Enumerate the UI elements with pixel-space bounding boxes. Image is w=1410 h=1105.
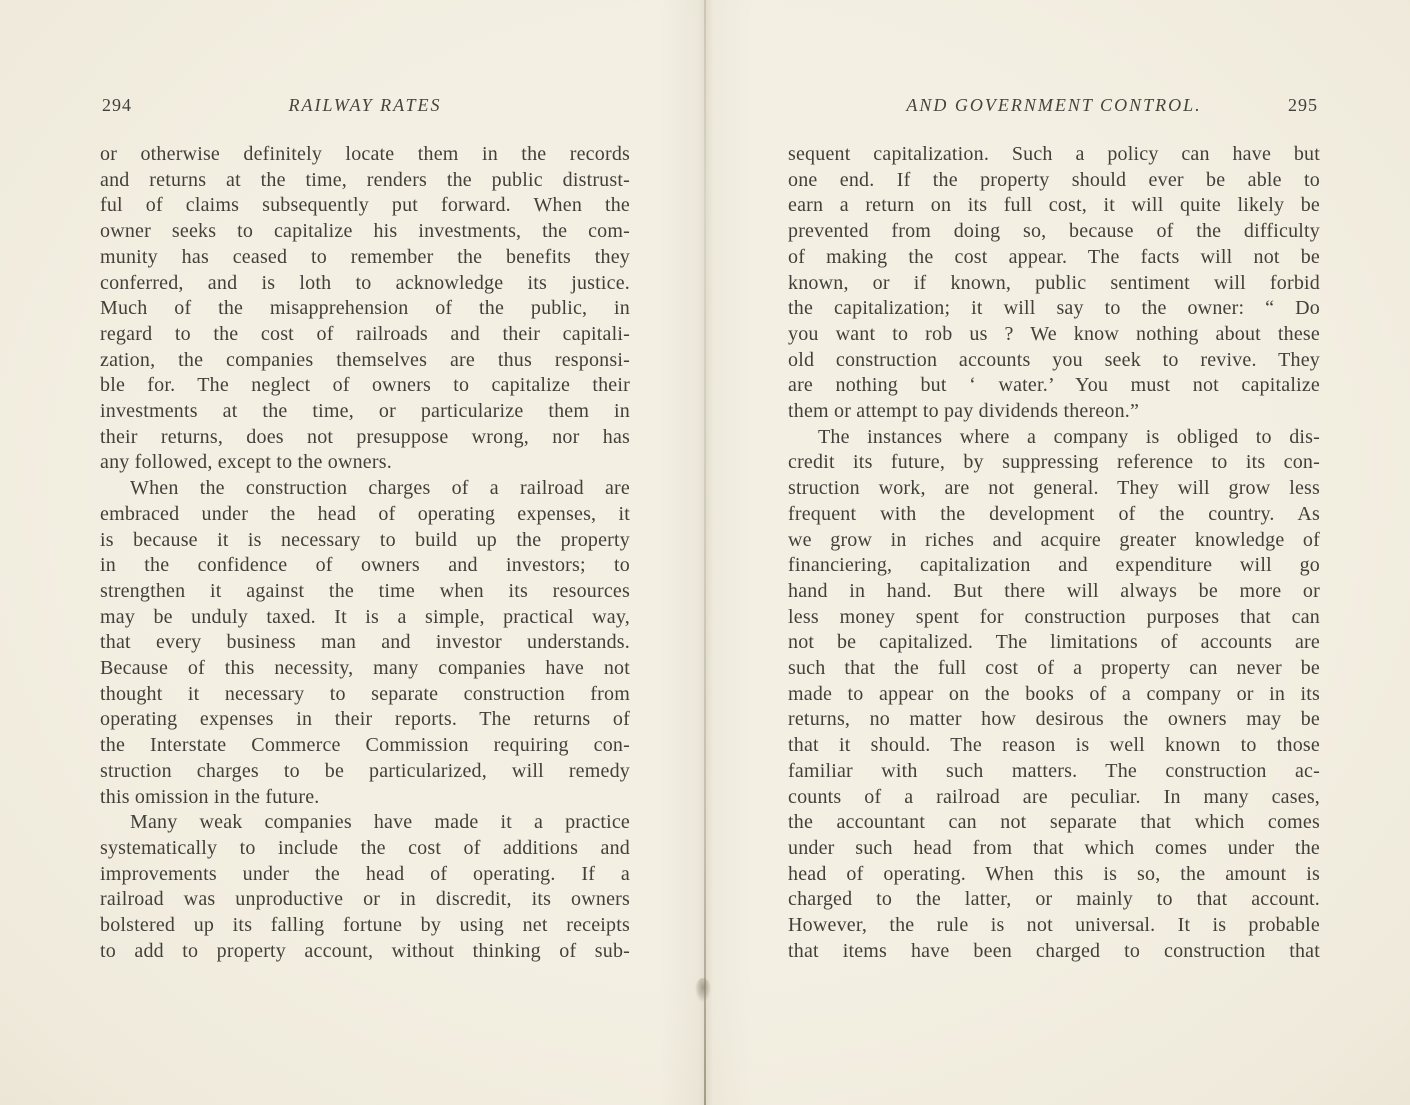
gutter-shadow: [660, 0, 752, 1105]
text-line: conferred, and is loth to acknowledge its justice.: [100, 271, 630, 294]
text-line: to add to property account, without thinking of sub-: [100, 939, 630, 962]
text-line: returns, no matter how desirous the owners may be: [788, 708, 1320, 731]
text-line: known, or if known, public sentiment will forbid: [788, 271, 1320, 294]
text-line: less money spent for construction purposes that can: [788, 605, 1320, 628]
text-line: counts of a railroad are peculiar. In many cases,: [788, 785, 1320, 808]
text-line: Because of this necessity, many companies have not: [100, 657, 630, 680]
text-line: credit its future, by suppressing reference to its con-: [788, 451, 1320, 474]
page-body-left: [100, 142, 630, 965]
text-line: investments at the time, or particularize them in: [100, 400, 630, 423]
text-line: that items have been charged to construction that: [788, 939, 1320, 962]
page-number-left: 294: [102, 95, 132, 115]
text-line: under such head from that which comes under the: [788, 836, 1320, 859]
text-line: of making the cost appear. The facts will not be: [788, 245, 1320, 268]
paragraph: [788, 142, 1320, 425]
paragraph: [100, 476, 630, 810]
text-line: munity has ceased to remember the benefits they: [100, 245, 630, 268]
page-number-right: 295: [1288, 95, 1318, 115]
running-title-left: RAILWAY RATES: [288, 95, 442, 115]
text-line: made to appear on the books of a company or in its: [788, 682, 1320, 705]
text-line: frequent with the development of the country. As: [788, 502, 1320, 525]
text-line: The instances where a company is obliged to dis-: [818, 425, 1320, 448]
page-body-right: [788, 142, 1320, 965]
text-line: sequent capitalization. Such a policy can have but: [788, 143, 1320, 165]
text-line: struction charges to be particularized, will remedy: [100, 759, 630, 782]
text-line: earn a return on its full cost, it will quite likely be: [788, 194, 1320, 217]
text-line: railroad was unproductive or in discredit, its owners: [100, 888, 630, 911]
text-line: any followed, except to the owners.: [100, 451, 392, 474]
text-line: old construction accounts you seek to revive. They: [788, 348, 1320, 371]
text-line: such that the full cost of a property can never be: [788, 657, 1320, 680]
text-line: this omission in the future.: [100, 785, 320, 808]
paper-speck: [695, 978, 711, 1002]
text-line: strengthen it against the time when its resources: [100, 579, 630, 602]
text-line: or otherwise definitely locate them in the records: [100, 143, 630, 165]
text-line: When the construction charges of a railroad are: [130, 477, 630, 500]
text-line: operating expenses in their reports. The returns of: [100, 708, 630, 731]
text-line: the accountant can not separate that which comes: [788, 811, 1320, 834]
text-line: embraced under the head of operating expenses, it: [100, 502, 630, 525]
page-header-right: [788, 92, 1320, 118]
text-line: ble for. The neglect of owners to capitalize their: [100, 374, 630, 397]
text-line: regard to the cost of railroads and their capitali-: [100, 322, 630, 345]
text-line: bolstered up its falling fortune by using net receipts: [100, 914, 630, 937]
text-line: one end. If the property should ever be able to: [788, 168, 1320, 191]
left-page: [100, 92, 630, 965]
text-line: owner seeks to capitalize his investments, the com-: [100, 220, 630, 243]
text-line: thought it necessary to separate construction from: [100, 682, 630, 705]
right-page: [788, 92, 1320, 965]
text-line: prevented from doing so, because of the difficulty: [788, 220, 1320, 243]
paragraph: [100, 810, 630, 964]
text-line: not be capitalized. The limitations of accounts are: [788, 631, 1320, 654]
running-title-right: AND GOVERNMENT CONTROL.: [906, 95, 1202, 115]
text-line: is because it is necessary to build up the property: [100, 528, 630, 551]
text-line: head of operating. When this is so, the amount is: [788, 862, 1320, 885]
text-line: zation, the companies themselves are thus responsi-: [100, 348, 630, 371]
text-line: that every business man and investor understands.: [100, 631, 630, 654]
paragraph: [788, 425, 1320, 965]
page-header-left: [100, 92, 630, 118]
text-line: improvements under the head of operating. If a: [100, 862, 630, 885]
text-line: their returns, does not presuppose wrong, nor has: [100, 425, 630, 448]
gutter-crease: [704, 0, 706, 1105]
text-line: Much of the misapprehension of the public, in: [100, 297, 630, 320]
text-line: ful of claims subsequently put forward. When the: [100, 194, 630, 217]
text-line: However, the rule is not universal. It is probable: [788, 914, 1320, 937]
text-line: charged to the latter, or mainly to that account.: [788, 888, 1320, 911]
text-line: struction work, are not general. They will grow less: [788, 477, 1320, 500]
text-line: the Interstate Commerce Commission requiring con-: [100, 734, 630, 757]
text-line: in the confidence of owners and investors; to: [100, 554, 630, 577]
paragraph: [100, 142, 630, 476]
text-line: hand in hand. But there will always be more or: [788, 579, 1320, 602]
text-line: you want to rob us ? We know nothing about these: [788, 322, 1320, 345]
text-line: familiar with such matters. The construction ac-: [788, 759, 1320, 782]
text-line: financiering, capitalization and expenditure will go: [788, 554, 1320, 577]
text-line: are nothing but ‘ water.’ You must not capitalize: [788, 374, 1320, 397]
text-line: we grow in riches and acquire greater knowledge of: [788, 528, 1320, 551]
text-line: that it should. The reason is well known to those: [788, 734, 1320, 757]
text-line: and returns at the time, renders the public distrust-: [100, 168, 630, 191]
text-line: systematically to include the cost of additions and: [100, 836, 630, 859]
text-line: the capitalization; it will say to the owner: “ Do: [788, 297, 1320, 320]
text-line: may be unduly taxed. It is a simple, practical way,: [100, 605, 630, 628]
text-line: them or attempt to pay dividends thereon.”: [788, 400, 1140, 423]
text-line: Many weak companies have made it a practice: [130, 811, 630, 834]
